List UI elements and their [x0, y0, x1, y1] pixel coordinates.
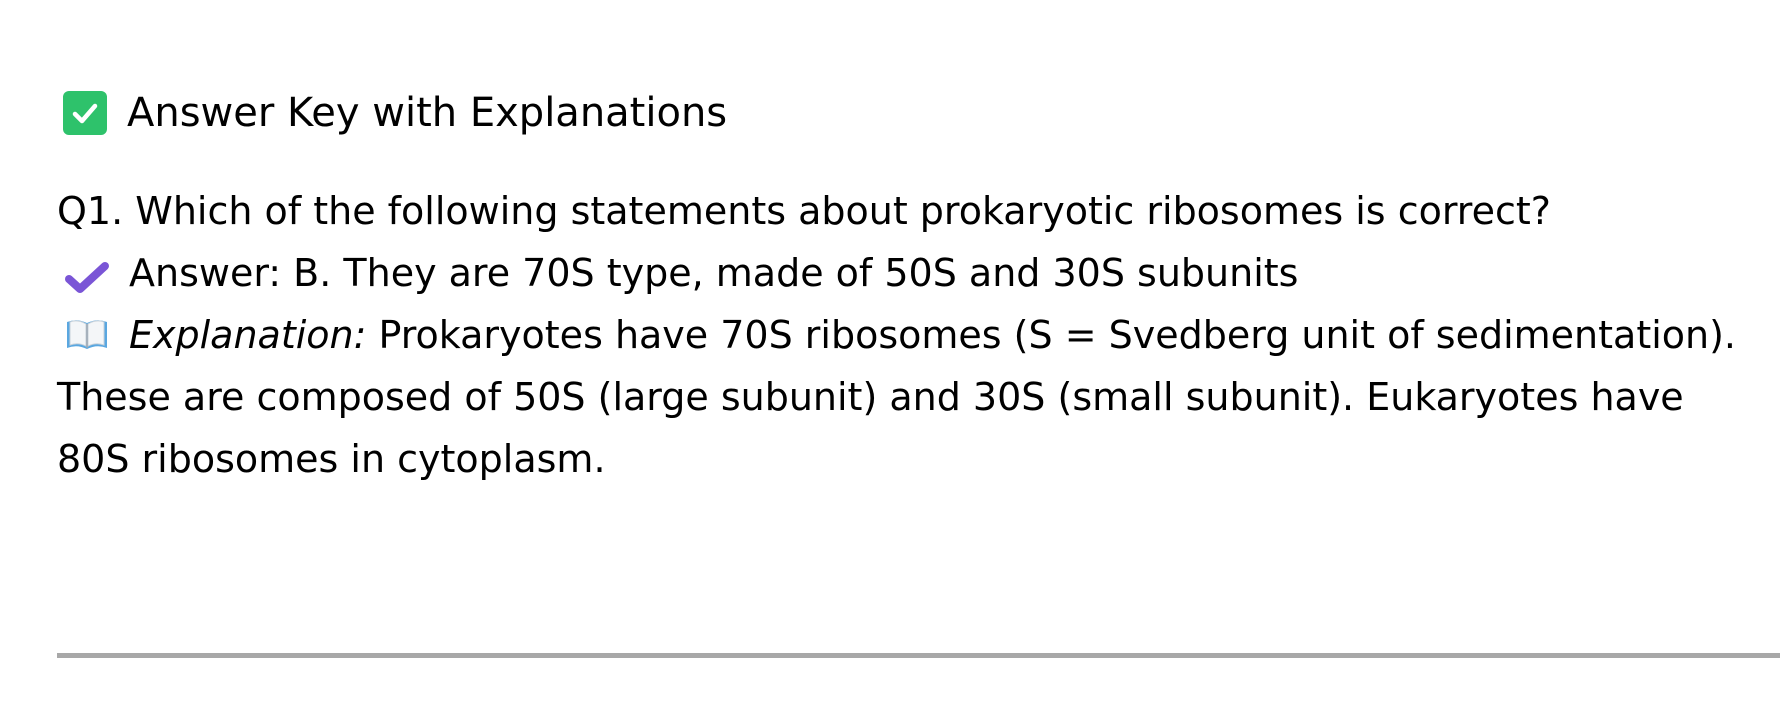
open-book-icon	[63, 310, 111, 350]
answer-text: Answer: B. They are 70S type, made of 50S and 30S subunits	[129, 251, 1299, 295]
explanation-paragraph	[57, 304, 1757, 490]
section-title: Answer Key with Explanations	[127, 90, 728, 136]
section-divider	[57, 653, 1780, 658]
check-mark-icon	[63, 253, 111, 293]
answer-key-document	[57, 0, 1780, 707]
explanation-text: Prokaryotes have 70S ribosomes (S = Svedberg unit of sedimentation). These are composed of 50S (large subunit) and 30S (small subunit). Eukaryotes have 80S ribosomes in cytoplasm.	[57, 313, 1737, 481]
explanation-label: Explanation:	[129, 313, 367, 357]
section-heading	[63, 88, 727, 138]
answer-line	[57, 242, 1757, 304]
question-block	[57, 180, 1757, 490]
question-text: Q1. Which of the following statements about prokaryotic ribosomes is correct?	[57, 189, 1551, 233]
check-box-icon	[63, 91, 107, 135]
